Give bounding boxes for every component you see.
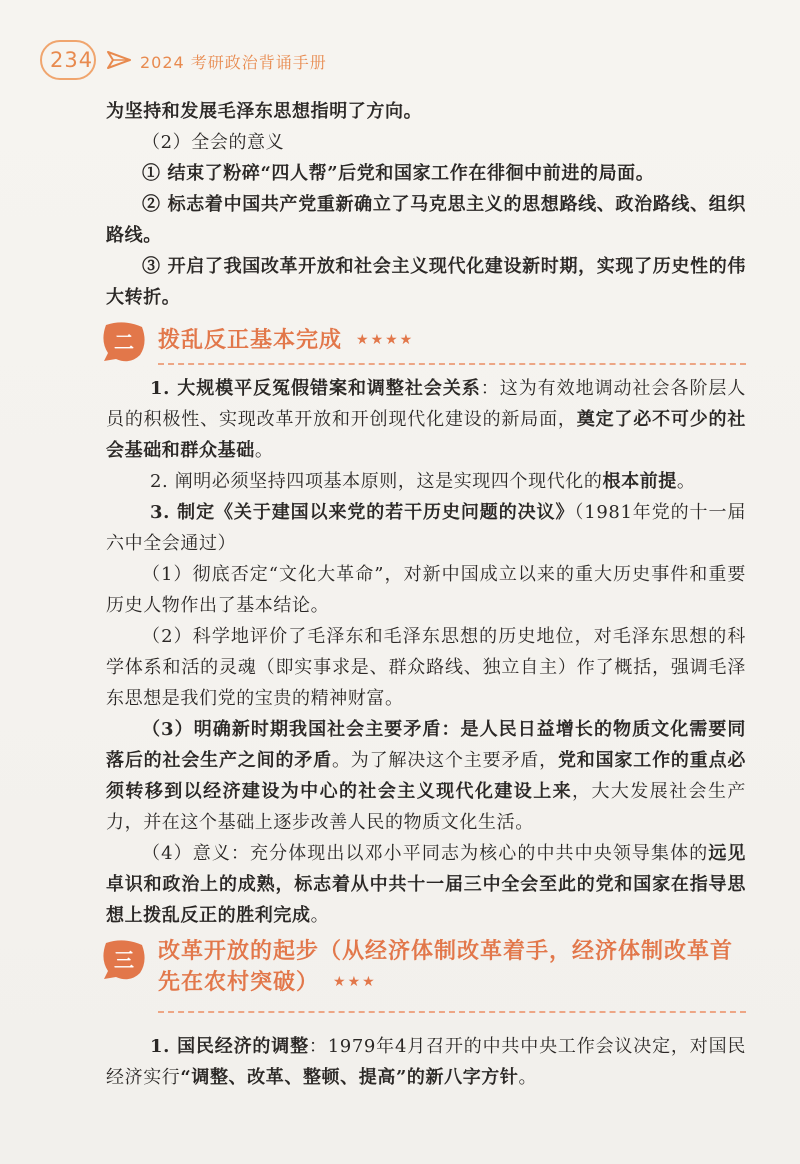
section-2-point-1: 1. 大规模平反冤假错案和调整社会关系：这为有效地调动社会各阶层人员的积极性、实现改革开放和开创现代化建设的新局面，奠定了必不可少的社会基础和群众基础。 [106, 378, 746, 461]
section-2-point-3: 3. 制定《关于建国以来党的若干历史问题的决议》（1981年党的十一届六中全会通过） [106, 502, 746, 554]
meaning-item-3: ③ 开启了我国改革开放和社会主义现代化建设新时期，实现了历史性的伟大转折。 [106, 256, 746, 308]
section-3-title-text: 改革开放的起步（从经济体制改革着手，经济体制改革首先在农村突破） [158, 939, 734, 995]
section-3-badge [100, 939, 148, 981]
section-2-point-2: 2. 阐明必须坚持四项基本原则，这是实现四个现代化的根本前提。 [150, 471, 696, 492]
page-content [106, 96, 746, 1093]
page-number-badge [40, 40, 96, 80]
svg-text:三: 三 [114, 948, 134, 972]
section-2-heading [106, 321, 746, 365]
rating-stars: ★★★ [333, 974, 377, 990]
resolution-item-1: （1）彻底否定“文化大革命”，对新中国成立以来的重大历史事件和重要历史人物作出了基本结论。 [106, 564, 746, 616]
section-2-title-text: 拨乱反正基本完成 [158, 328, 343, 353]
section-3-title [158, 937, 750, 998]
resolution-item-2: （2）科学地评价了毛泽东和毛泽东思想的历史地位，对毛泽东思想的科学体系和活的灵魂（即实事求是、群众路线、独立自主）作了概括，强调毛泽东思想是我们党的宝贵的精神财富。 [106, 626, 746, 709]
paper-plane-icon [106, 48, 132, 72]
book-title: 2024 考研政治背诵手册 [140, 53, 327, 72]
meaning-heading: （2）全会的意义 [142, 132, 285, 153]
dashed-divider [158, 1011, 746, 1013]
section-3-heading [106, 939, 746, 1013]
section-2-badge [100, 321, 148, 363]
resolution-item-3: （3）明确新时期我国社会主要矛盾：是人民日益增长的物质文化需要同落后的社会生产之间的矛盾。为了解决这个主要矛盾，党和国家工作的重点必须转移到以经济建设为中心的社会主义现代化建设上来，大大发展社会生产力，并在这个基础上逐步改善人民的物质文化生活。 [106, 719, 747, 833]
resolution-item-4: （4）意义：充分体现出以邓小平同志为核心的中共中央领导集体的远见卓识和政治上的成熟，标志着从中共十一届三中全会至此的党和国家在指导思想上拨乱反正的胜利完成。 [106, 843, 747, 926]
meaning-item-1: ① 结束了粉碎“四人帮”后党和国家工作在徘徊中前进的局面。 [142, 163, 655, 184]
section-3-point-1: 1. 国民经济的调整：1979年4月召开的中共中央工作会议决定，对国民经济实行“调整、改革、整顿、提高”的新八字方针。 [106, 1036, 746, 1088]
dashed-divider [158, 363, 746, 365]
svg-text:二: 二 [114, 330, 134, 354]
meaning-item-2: ② 标志着中国共产党重新确立了马克思主义的思想路线、政治路线、组织路线。 [106, 194, 746, 246]
rating-stars: ★★★★ [356, 332, 415, 348]
page-number: 234 [50, 48, 94, 72]
intro-line: 为坚持和发展毛泽东思想指明了方向。 [106, 101, 423, 122]
section-2-title [158, 323, 414, 354]
page-header [40, 40, 760, 84]
